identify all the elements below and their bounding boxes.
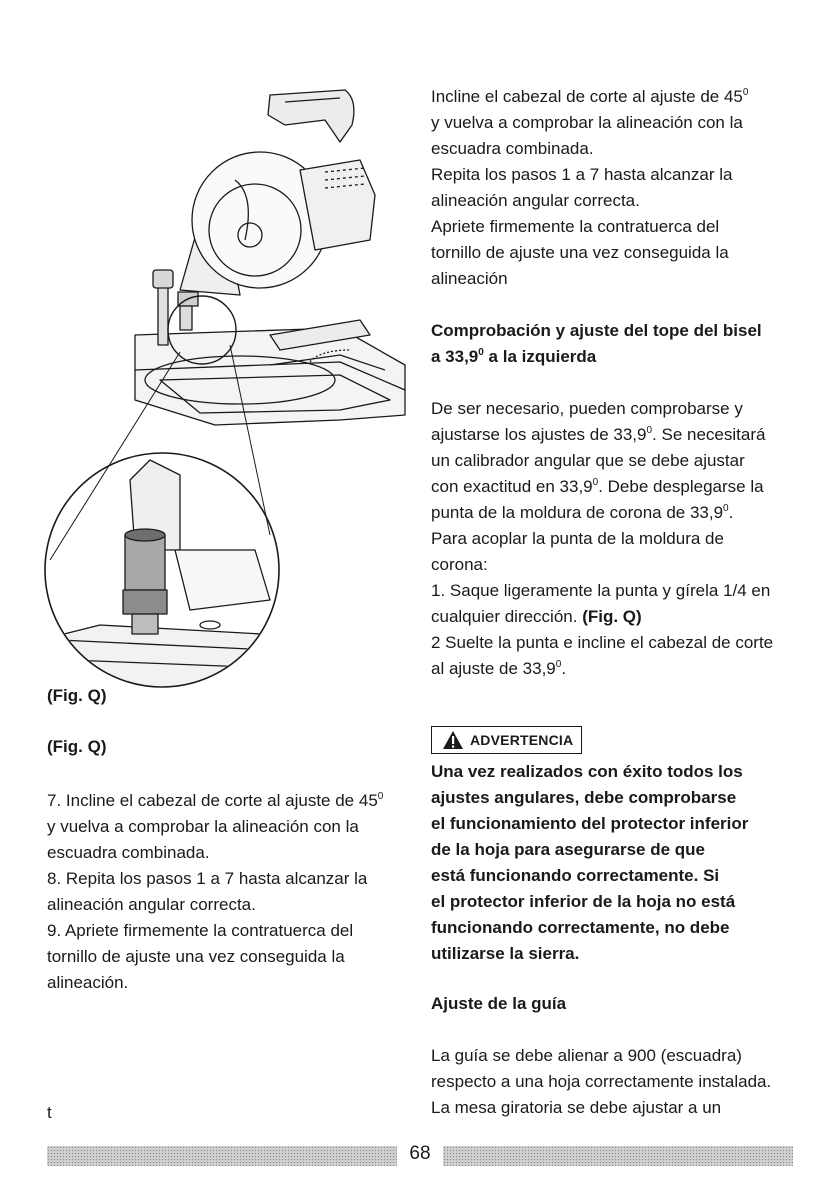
intro-line: alineación angular correcta.: [431, 191, 640, 210]
body-line: De ser necesario, pueden comprobarse y: [431, 399, 743, 418]
intro-line: alineación: [431, 269, 508, 288]
warning-line: funcionando correctamente, no debe: [431, 918, 730, 937]
intro-line: Repita los pasos 1 a 7 hasta alcanzar la: [431, 165, 733, 184]
intro-paragraph: [431, 84, 801, 292]
warning-line: el protector inferior de la hoja no está: [431, 892, 736, 911]
step-9-line: tornillo de ajuste una vez conseguida la: [47, 947, 345, 966]
body-line: cualquier dirección. (Fig. Q): [431, 607, 642, 626]
step-7-line: 7. Incline el cabezal de corte al ajuste de $45^0$: [47, 791, 384, 810]
footer-pattern-right: [443, 1146, 793, 1166]
step-8-line: 8. Repita los pasos 1 a 7 hasta alcanzar la: [47, 869, 368, 888]
body-line: 1. Saque ligeramente la punta y gírela 1/4 en: [431, 581, 771, 600]
fence-body: [431, 1043, 811, 1121]
step-7-line: escuadra combinada.: [47, 843, 210, 862]
body-line: 2 Suelte la punta e incline el cabezal de corte: [431, 633, 774, 652]
body-line: punta de la moldura de corona de 33,9$^0$.: [431, 503, 734, 522]
warning-line: de la hoja para asegurarse de que: [431, 840, 706, 859]
body-line: Para acoplar la punta de la moldura de: [431, 529, 724, 548]
step-9-line: alineación.: [47, 973, 129, 992]
warning-line: ajustes angulares, debe comprobarse: [431, 788, 737, 807]
intro-line: escuadra combinada.: [431, 139, 594, 158]
warning-triangle-icon: [442, 730, 464, 750]
hex-bolt: [125, 535, 165, 590]
page-number: 68: [409, 1143, 431, 1164]
warning-line: el funcionamiento del protector inferior: [431, 814, 749, 833]
footer-pattern-left: [47, 1146, 397, 1166]
miter-saw-illustration: [40, 80, 420, 690]
warning-text: [431, 759, 811, 967]
warning-line: utilizarse la sierra.: [431, 944, 580, 963]
step-8-line: alineación angular correcta.: [47, 895, 256, 914]
warning-line: está funcionando correctamente. Si: [431, 866, 720, 885]
stray-character: t: [47, 1103, 52, 1122]
body-line: con exactitud en 33,9$^0$. Debe desplegarse la: [431, 477, 764, 496]
body-line: un calibrador angular que se debe ajustar: [431, 451, 745, 470]
body-line: ajustarse los ajustes de 33,9$^0$. Se necesitará: [431, 425, 766, 444]
warning-line: Una vez realizados con éxito todos los: [431, 762, 743, 781]
warning-label-text: ADVERTENCIA: [470, 732, 574, 748]
step-7-line: y vuelva a comprobar la alineación con la: [47, 817, 359, 836]
figure-caption: (Fig. Q): [47, 737, 107, 756]
heading-line: Comprobación y ajuste del tope del bisel: [431, 321, 762, 340]
fence-section-heading: Ajuste de la guía: [431, 994, 567, 1013]
body-line: al ajuste de 33,9$^0$.: [431, 659, 567, 678]
body-line: corona:: [431, 555, 488, 574]
intro-line: Incline el cabezal de corte al ajuste de $45^0$: [431, 87, 749, 106]
saw-handle: [268, 90, 354, 142]
adjustment-post: [158, 285, 168, 345]
intro-line: tornillo de ajuste una vez conseguida la: [431, 243, 729, 262]
fence-line: respecto a una hoja correctamente instalada.: [431, 1072, 772, 1091]
heading-line: a 33,9$^0$ a la izquierda: [431, 347, 597, 366]
warning-label-box: [431, 726, 582, 754]
intro-line: y vuelva a comprobar la alineación con la: [431, 113, 743, 132]
step-9-line: 9. Apriete firmemente la contratuerca del: [47, 921, 354, 940]
figure-caption: (Fig. Q): [47, 686, 107, 705]
intro-line: Apriete firmemente la contratuerca del: [431, 217, 720, 236]
left-steps: [47, 788, 407, 996]
fence-line: La mesa giratoria se debe ajustar a un: [431, 1098, 722, 1117]
bevel-section-heading: [431, 318, 811, 370]
bevel-body: [431, 396, 811, 682]
fence-line: La guía se debe alienar a 900 (escuadra): [431, 1046, 742, 1065]
